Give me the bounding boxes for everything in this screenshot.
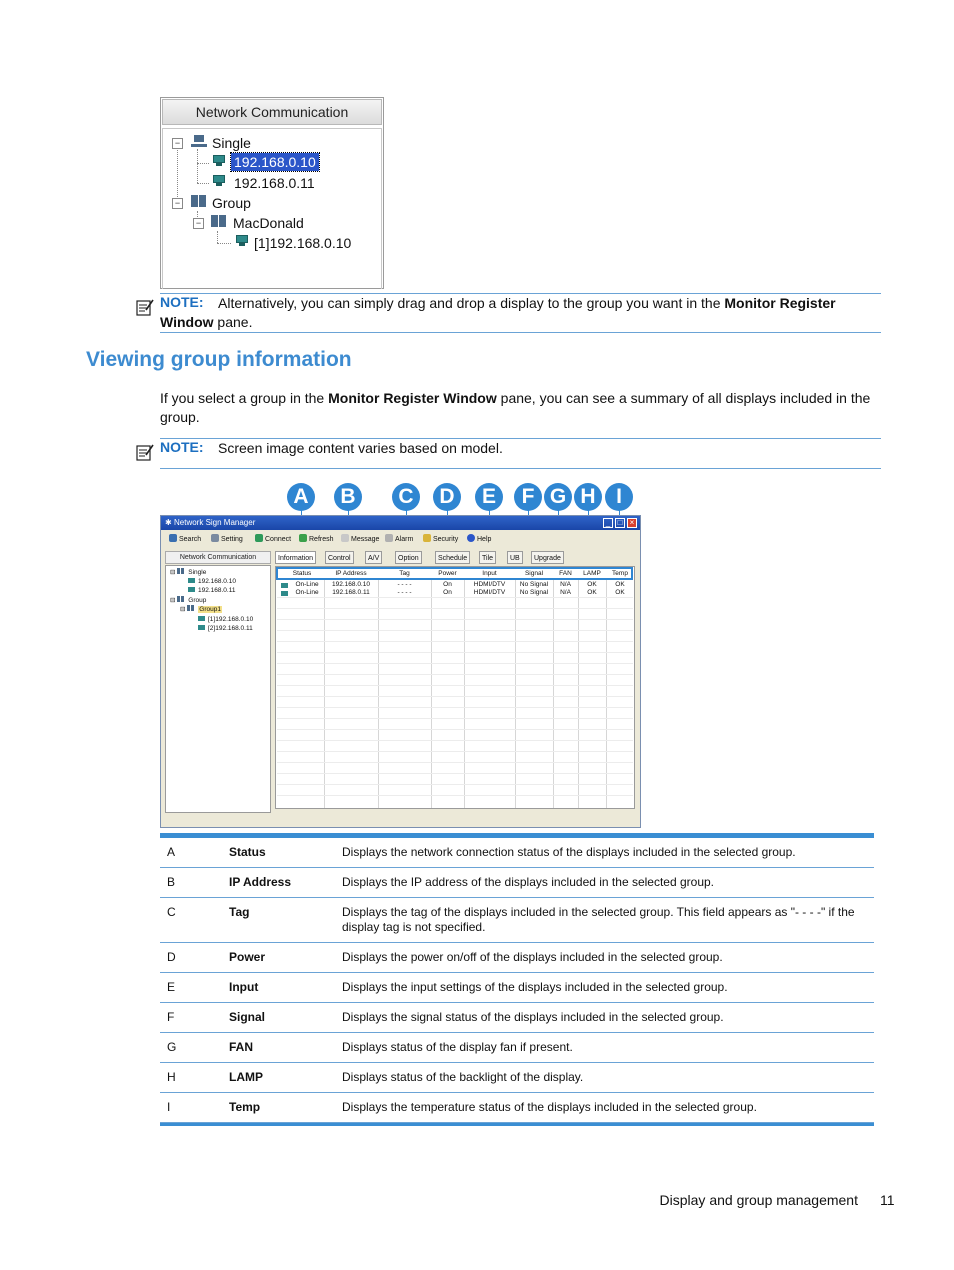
row-description: Displays the temperature status of the displays included in the selected group. <box>335 1093 874 1123</box>
row-description: Displays the network connection status of the displays included in the selected group. <box>335 838 874 868</box>
grid-row-line <box>277 762 633 763</box>
table-row <box>160 838 874 868</box>
tree-connector <box>217 243 231 244</box>
tab-av[interactable]: A/V <box>365 551 382 564</box>
toolbar-message[interactable] <box>341 532 379 547</box>
toolbar-label: Setting <box>221 536 243 543</box>
row-term: IP Address <box>222 868 335 898</box>
tree-item-group-member[interactable]: [1]192.168.0.10 <box>254 235 352 251</box>
toolbar-refresh[interactable] <box>299 532 334 547</box>
footer-section-title: Display and group management <box>659 1192 858 1208</box>
app-titlebar <box>161 516 640 530</box>
toolbar-alarm[interactable] <box>385 532 413 547</box>
toolbar-label: Alarm <box>395 536 414 543</box>
group-icon <box>187 605 195 611</box>
column-header-fan[interactable]: FAN <box>559 570 572 577</box>
grid-cell-tag[interactable]: - - - - <box>397 589 412 596</box>
tree-item-ip[interactable]: 192.168.0.11 <box>234 175 315 191</box>
grid-cell-tag[interactable]: - - - - <box>397 581 412 588</box>
grid-cell-temp[interactable]: OK <box>615 581 625 588</box>
callout-c: C <box>392 483 420 511</box>
left-tree-member[interactable] <box>198 624 253 633</box>
callout-e: E <box>475 483 503 511</box>
tree-connector <box>197 149 198 183</box>
connect-icon <box>255 534 263 542</box>
section-title: Viewing group information <box>86 348 352 371</box>
column-header-input[interactable]: Input <box>482 570 497 577</box>
gear-icon <box>211 534 219 542</box>
left-tree-ip[interactable] <box>188 577 236 586</box>
tree-connector <box>197 163 209 164</box>
tree-connector <box>197 183 209 184</box>
grid-row-line <box>277 696 633 697</box>
grid-cell-status[interactable]: On-Line <box>295 581 319 588</box>
callout-d: D <box>433 483 461 511</box>
tab-tile[interactable]: Tile <box>479 551 496 564</box>
grid-row-line <box>277 597 633 598</box>
monitor-icon <box>212 155 226 167</box>
tab-control[interactable]: Control <box>325 551 354 564</box>
grid-row-line <box>277 751 633 752</box>
alarm-icon <box>385 534 393 542</box>
left-tree-single[interactable]: ⊟ Single <box>170 569 207 576</box>
network-communication-header: Network Communication <box>162 99 382 125</box>
left-tree-label: [2]192.168.0.11 <box>208 625 253 632</box>
left-tree-label: [1]192.168.0.10 <box>208 616 254 623</box>
callout-a: A <box>287 483 315 511</box>
row-letter: F <box>160 1003 222 1033</box>
toolbar-label: Message <box>351 536 380 543</box>
tree-item-group[interactable]: Group <box>212 195 251 211</box>
grid-row-line <box>277 663 633 664</box>
close-button[interactable]: × <box>627 518 637 528</box>
row-description: Displays the IP address of the displays included in the selected group. <box>335 868 874 898</box>
grid-cell-power[interactable]: On <box>443 581 452 588</box>
tree-item-single[interactable]: Single <box>212 135 251 151</box>
row-description: Displays the signal status of the displays included in the selected group. <box>335 1003 874 1033</box>
toolbar-setting[interactable] <box>211 532 243 547</box>
group-icon <box>211 215 227 227</box>
monitor-icon <box>281 583 288 588</box>
tree-item-macdonald[interactable]: MacDonald <box>233 215 304 231</box>
note-icon <box>136 298 154 316</box>
grid-cell-input[interactable]: HDMI/DTV <box>473 581 506 588</box>
table-row <box>160 1033 874 1063</box>
help-icon <box>467 534 475 542</box>
grid-row-line <box>277 685 633 686</box>
grid-row-line <box>277 707 633 708</box>
tree-connector <box>217 231 218 243</box>
toolbar-label: Search <box>179 536 202 543</box>
monitor-icon <box>188 587 195 592</box>
callout-f: F <box>514 483 542 511</box>
note-text: Screen image content varies based on model. <box>218 440 503 456</box>
toolbar-security[interactable] <box>423 532 458 547</box>
grid-cell-temp[interactable]: OK <box>615 589 625 596</box>
grid-row-line <box>277 718 633 719</box>
row-description: Displays the input settings of the displays included in the selected group. <box>335 973 874 1003</box>
row-letter: I <box>160 1093 222 1123</box>
column-header-lamp[interactable]: LAMP <box>583 570 601 577</box>
row-term: Status <box>222 838 335 868</box>
toolbar-label: Help <box>477 536 492 543</box>
callout-h: H <box>574 483 602 511</box>
left-tree-group[interactable]: ⊟ Group <box>170 597 207 604</box>
minimize-button[interactable]: _ <box>603 518 613 528</box>
refresh-icon <box>299 534 307 542</box>
tab-information[interactable]: Information <box>275 551 316 564</box>
tab-upgrade[interactable]: Upgrade <box>531 551 564 564</box>
grid-row-line <box>277 619 633 620</box>
table-row <box>160 868 874 898</box>
network-icon <box>191 135 207 149</box>
search-icon <box>169 534 177 542</box>
row-description: Displays status of the display fan if present. <box>335 1033 874 1063</box>
row-term: Power <box>222 943 335 973</box>
grid-cell-lamp[interactable]: OK <box>587 589 597 596</box>
monitor-icon <box>235 235 249 247</box>
left-panel-header: Network Communication <box>165 551 271 564</box>
monitor-icon <box>198 616 205 621</box>
network-tree <box>162 128 382 289</box>
left-tree-label: Single <box>188 569 207 576</box>
grid-row-line <box>277 729 633 730</box>
table-bottom-rule <box>160 1123 874 1127</box>
table-row <box>160 898 874 943</box>
app-title: Network Sign Manager <box>174 518 256 527</box>
row-letter: D <box>160 943 222 973</box>
row-term: FAN <box>222 1033 335 1063</box>
app-tabs <box>275 551 635 564</box>
grid-row-line <box>277 652 633 653</box>
note-text-part: pane. <box>213 314 253 330</box>
column-header-temp[interactable]: Temp <box>612 570 628 577</box>
intro-text-part: pane, you can see a summary of all displays included in the group. <box>160 390 871 425</box>
left-tree-label: Group1 <box>199 606 221 613</box>
grid-row-line <box>277 784 633 785</box>
callout-b: B <box>334 483 362 511</box>
grid-row-line <box>277 740 633 741</box>
callout-i: I <box>605 483 633 511</box>
toolbar-label: Security <box>433 536 459 543</box>
page-number: 11 <box>880 1192 895 1208</box>
grid-row-line <box>277 674 633 675</box>
note-icon <box>136 443 154 461</box>
note-text-part: Alternatively, you can simply drag and drop a display to the group you want in the <box>218 295 725 311</box>
tab-ub[interactable]: UB <box>507 551 523 564</box>
left-tree-group1[interactable]: ⊟ Group1 <box>180 606 221 613</box>
table-row <box>160 1063 874 1093</box>
note-rule <box>160 468 881 469</box>
group-icon <box>177 596 185 602</box>
row-letter: C <box>160 898 222 943</box>
row-letter: G <box>160 1033 222 1063</box>
intro-text-part: If you select a group in the <box>160 390 329 406</box>
table-row <box>160 973 874 1003</box>
grid-cell-fan[interactable]: N/A <box>560 581 571 588</box>
grid-row-line <box>277 641 633 642</box>
note-text <box>160 294 882 332</box>
row-letter: B <box>160 868 222 898</box>
column-header-ip-address[interactable]: IP Address <box>335 570 367 577</box>
grid-cell-power[interactable]: On <box>443 589 452 596</box>
toolbar-label: Refresh <box>309 536 334 543</box>
monitor-icon <box>198 625 205 630</box>
column-header-power[interactable]: Power <box>438 570 457 577</box>
grid-cell-signal[interactable]: No Signal <box>519 589 549 596</box>
toolbar-search[interactable] <box>169 532 201 547</box>
collapse-icon[interactable]: − <box>193 218 204 229</box>
note-label: NOTE: <box>160 439 204 455</box>
message-icon <box>341 534 349 542</box>
left-tree-member[interactable] <box>198 615 253 624</box>
intro-text-bold: Monitor Register Window <box>328 390 497 406</box>
column-header-signal[interactable]: Signal <box>524 570 544 577</box>
monitor-register-window <box>165 565 271 813</box>
grid-cell-ip[interactable]: 192.168.0.11 <box>332 589 370 596</box>
group-icon <box>191 195 207 207</box>
lock-icon <box>423 534 431 542</box>
row-term: Tag <box>222 898 335 943</box>
tab-option[interactable]: Option <box>395 551 422 564</box>
tab-schedule[interactable]: Schedule <box>435 551 470 564</box>
table-row <box>160 943 874 973</box>
column-header-tag[interactable]: Tag <box>399 570 410 577</box>
grid-row-line <box>277 630 633 631</box>
note-rule <box>160 332 881 333</box>
app-logo-icon: ✱ <box>165 518 172 527</box>
table-row <box>160 1093 874 1123</box>
row-term: Signal <box>222 1003 335 1033</box>
left-tree-label: 192.168.0.11 <box>198 587 236 594</box>
collapse-icon[interactable]: − <box>172 198 183 209</box>
table-row <box>160 1003 874 1033</box>
toolbar-connect[interactable] <box>255 532 291 547</box>
grid-cell-fan[interactable]: N/A <box>560 589 571 596</box>
row-term: Temp <box>222 1093 335 1123</box>
row-term: LAMP <box>222 1063 335 1093</box>
grid-row-line <box>277 795 633 796</box>
monitor-icon <box>281 591 288 596</box>
monitor-icon <box>212 175 226 187</box>
grid-row-line <box>277 773 633 774</box>
row-description: Displays the power on/off of the displays included in the selected group. <box>335 943 874 973</box>
maximize-button[interactable]: □ <box>615 518 625 528</box>
column-description-table <box>160 833 874 1126</box>
left-tree-label: Group <box>188 597 207 604</box>
row-letter: E <box>160 973 222 1003</box>
left-tree-label: 192.168.0.10 <box>198 578 236 585</box>
toolbar-label: Connect <box>265 536 292 543</box>
row-description: Displays status of the backlight of the display. <box>335 1063 874 1093</box>
row-description: Displays the tag of the displays included in the selected group. This field appears as "- - - -" if the display tag is not specified. <box>335 898 874 943</box>
monitor-icon <box>188 578 195 583</box>
toolbar-help[interactable] <box>467 532 491 547</box>
collapse-icon[interactable]: − <box>172 138 183 149</box>
note-text-bold: Monitor Register Window <box>160 295 836 330</box>
note-label: NOTE: <box>160 294 204 310</box>
tree-item-selected-ip[interactable]: 192.168.0.10 <box>231 153 319 171</box>
row-letter: H <box>160 1063 222 1093</box>
grid-row-line <box>277 608 633 609</box>
row-term: Input <box>222 973 335 1003</box>
grid-cell-lamp[interactable]: OK <box>587 581 597 588</box>
app-toolbar <box>163 532 639 547</box>
grid-cell-status[interactable]: On-Line <box>295 589 319 596</box>
column-header-status[interactable]: Status <box>292 570 312 577</box>
row-letter: A <box>160 838 222 868</box>
callout-g: G <box>544 483 572 511</box>
network-icon <box>177 568 185 574</box>
grid-cell-signal[interactable]: No Signal <box>519 581 549 588</box>
tree-connector <box>177 143 178 203</box>
left-tree-ip[interactable] <box>188 586 235 595</box>
intro-paragraph <box>160 389 882 427</box>
grid-cell-ip[interactable]: 192.168.0.10 <box>332 581 370 588</box>
grid-cell-input[interactable]: HDMI/DTV <box>473 589 506 596</box>
